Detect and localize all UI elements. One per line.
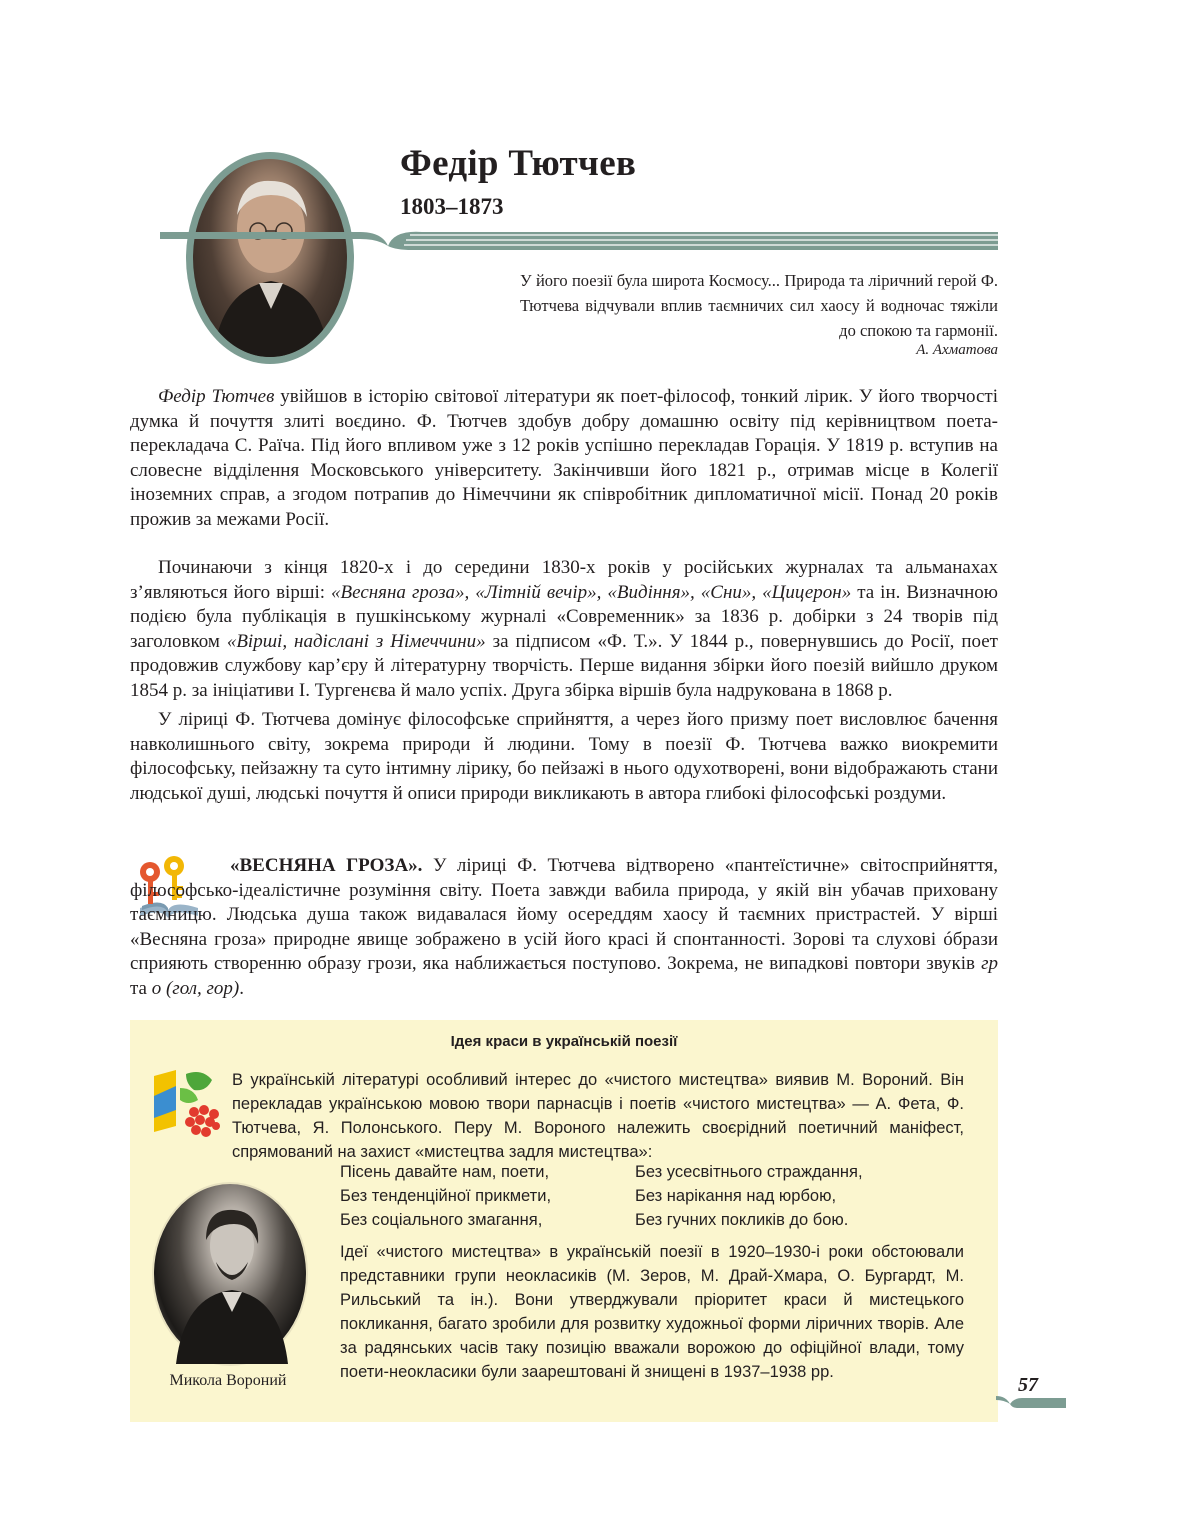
viburnum-icon xyxy=(150,1066,224,1140)
header-divider xyxy=(160,222,1000,252)
spring-storm-paragraph xyxy=(130,854,998,1001)
bio-text-2c: за підписом «Ф. Т.». У 1844 р., повернувшись до Росії, поет продовжив службову кар’єру й літературну творчість. Перше видання збірки його поезій вийшло друком 1854 р. за ініціативи І. Тургенєва й мало успіх. Друга збірка віршів була надрукована в 1868 р. xyxy=(130,630,998,701)
bio-paragraph-1 xyxy=(130,385,998,532)
epigraph: У його поезії була широта Космосу... Природа та ліричний герой Ф. Тютчева відчували вплив таємничих сил хаосу й водночас тяжіли до спокою та гармонії. xyxy=(520,271,998,340)
page-number-decoration xyxy=(996,1396,1066,1410)
sound-gr: гр xyxy=(981,953,998,974)
sidebar-paragraph-1: В українській літературі особливий інтерес до «чистого мистецтва» виявив М. Вороний. Він перекладав українською мовою твори парнасців і поетів «чистого мистецтва» — А. Фета, Ф. Тютчева, Я. Полонського. Перу М. Вороного належить своєрідний поетичний маніфест, спрямований на захист «мистецтва задля мистецтва»: xyxy=(232,1071,964,1161)
lyric-paragraph: У ліриці Ф. Тютчева домінує філософське сприйняття, а через його призму поет висловлює бачення навколишнього світу, зокрема природи й людини. Тому в поезії Ф. Тютчева важко виокремити філософську, пейзажну та суто інтимну лірику, бо пейзажі в нього одухотворені, вони відображають стани людської душі, людські почуття й описи природи викликають в автора глибокі філософські роздуми. xyxy=(130,709,998,804)
page-number: 57 xyxy=(1018,1374,1038,1396)
voronyi-portrait xyxy=(152,1182,308,1366)
portrait-caption: Микола Вороний xyxy=(169,1372,287,1389)
bio-text-2b: та ін. Визначною подією була публікація в пушкінському журналі «Современник» за 1836 р. добірки з 24 творів під заголовком xyxy=(130,581,998,652)
collection-title: «Вірші, надіслані з Німеччини» xyxy=(226,630,486,652)
author-name-italic: Федір Тютчев xyxy=(158,386,275,407)
conjunction: та xyxy=(130,977,152,999)
life-years: 1803–1873 xyxy=(400,194,504,219)
poem-line: Пісень давайте нам, поети, xyxy=(340,1163,550,1181)
tyutchev-portrait xyxy=(193,159,347,357)
poem-line: Без гучних покликів до бою. xyxy=(635,1211,849,1229)
poem-column-left xyxy=(340,1160,551,1232)
sidebar-paragraph-2: Ідеї «чистого мистецтва» в українській поезії в 1920–1930-і роки обстоювали представники групи неокласиків (М. Зеров, М. Драй-Хмара, О. Бургардт, М. Рильський та ін.). Вони утверджували пріоритет краси й мистецького покликання, багато зробили для розвитку художньої форми ліричних творів. Але за радянських часів таку позицію вважали ворожою до офіційної влади, тому поети-неокласики були заарештовані й знищені в 1937–1938 рр. xyxy=(340,1243,964,1381)
sound-o: о (гол, гор) xyxy=(151,977,240,999)
poem-line: Без соціального змагання, xyxy=(340,1211,543,1229)
poem-column-right xyxy=(635,1160,863,1232)
storm-text: У ліриці Ф. Тютчева відтворено «пантеїстичне» світосприйняття, філософсько-ідеалістичне розуміння світу. Поета завжди вабила природа, у якій він убачав приховану таємницю. Людська душа також видавалася йому осереддям хаосу й таємних пристрастей. У вірші «Весняна гроза» природне явище зображено в усій його красі й спонтанності. Зорові та слухові óбрази сприяють створенню образу грози, яка наближається поступово. Зокрема, не випадкові повтори звуків xyxy=(130,855,998,974)
poem-line: Без нарікання над юрбою, xyxy=(635,1187,837,1205)
poem-line: Без усесвітнього страждання, xyxy=(635,1163,863,1181)
section-heading-spring-storm: «ВЕСНЯНА ГРОЗА». xyxy=(230,855,423,876)
period: . xyxy=(239,977,245,999)
poem-line: Без тенденційної прикмети, xyxy=(340,1187,552,1205)
page-title: Федір Тютчев xyxy=(400,143,637,184)
bio-text-2a: Починаючи з кінця 1820-х і до середини 1830-х років у російських журналах та альманахах з’являються його вірші: xyxy=(130,557,998,603)
works-list: «Весняна гроза», «Літній вечір», «Видіння», «Сни», «Цицерон» xyxy=(331,581,852,603)
bio-paragraph-2 xyxy=(130,556,998,703)
bio-text-1: увійшов в історію світової літератури як поет-філософ, тонкий лірик. У його творчості думка й почуття злиті воєдино. Ф. Тютчев здобув добру домашню освіту під керівництвом поета-перекладача С. Раїча. Під його впливом уже з 12 років успішно перекладав Горація. У 1819 р. вступив на словесне відділення Московського університету. Закінчивши його 1821 р., отримав місце в Колегії іноземних справ, а згодом потрапив до Німеччини як співробітник дипломатичної місії. Понад 20 років прожив за межами Росії. xyxy=(130,386,998,530)
epigraph-author: А. Ахматова xyxy=(916,342,998,358)
sidebar-title: Ідея краси в українській поезії xyxy=(450,1033,678,1050)
